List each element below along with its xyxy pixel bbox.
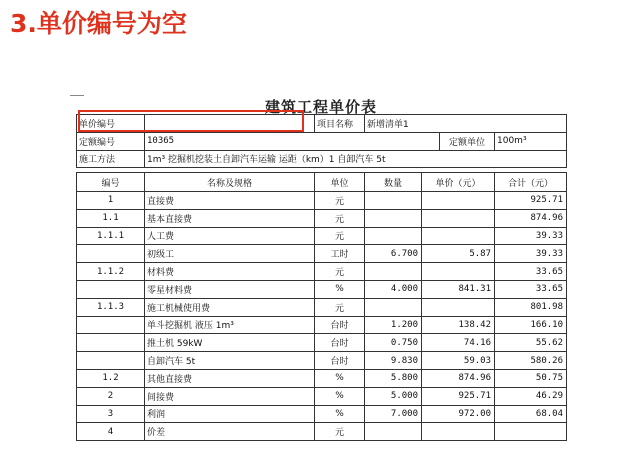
- row-qty: 5.800: [365, 369, 422, 387]
- col-total: 合计（元）: [495, 173, 567, 192]
- row-price: [422, 192, 495, 210]
- row-total: 68.04: [495, 405, 567, 423]
- row-qty: [365, 298, 422, 316]
- table-row: [77, 280, 567, 298]
- row-name: 材料费: [145, 263, 315, 281]
- row-no: 2: [77, 387, 145, 405]
- row-name: 直接费: [145, 192, 315, 210]
- table-row: [77, 387, 567, 405]
- row-unit: 工时: [315, 245, 365, 263]
- row-qty: [365, 423, 422, 441]
- row-qty: [365, 227, 422, 245]
- table-row: [77, 369, 567, 387]
- row-no: [77, 280, 145, 298]
- row-no: 1.1.2: [77, 263, 145, 281]
- row-no: [77, 334, 145, 352]
- row-no: 4: [77, 423, 145, 441]
- row-name: 其他直接费: [145, 369, 315, 387]
- info-row-2: [77, 132, 567, 150]
- table-row: [77, 227, 567, 245]
- row-total: 925.71: [495, 192, 567, 210]
- unit-price-no-label: 单价编号: [77, 115, 145, 133]
- row-name: 间接费: [145, 387, 315, 405]
- row-name: 初级工: [145, 245, 315, 263]
- row-total: 50.75: [495, 369, 567, 387]
- row-qty: 0.750: [365, 334, 422, 352]
- row-price: 972.00: [422, 405, 495, 423]
- row-unit: 台时: [315, 316, 365, 334]
- col-unit: 单位: [315, 173, 365, 192]
- row-total: 39.33: [495, 245, 567, 263]
- row-total: 39.33: [495, 227, 567, 245]
- row-qty: 9.830: [365, 352, 422, 370]
- table-row: [77, 245, 567, 263]
- row-unit: 元: [315, 263, 365, 281]
- highlight-box: [78, 110, 304, 132]
- row-total: [495, 423, 567, 441]
- row-no: 1.1.1: [77, 227, 145, 245]
- cost-table: [76, 172, 567, 441]
- row-total: 801.98: [495, 298, 567, 316]
- row-name: 基本直接费: [145, 209, 315, 227]
- row-total: 55.62: [495, 334, 567, 352]
- quota-unit-label: 定额单位: [440, 132, 495, 150]
- quota-unit-value: 100m³: [495, 132, 567, 150]
- row-total: 874.96: [495, 209, 567, 227]
- row-price: 5.87: [422, 245, 495, 263]
- row-unit: 元: [315, 209, 365, 227]
- slide-heading: 3.单价编号为空: [10, 9, 187, 38]
- info-row-3: [77, 150, 567, 168]
- row-unit: %: [315, 387, 365, 405]
- row-no: 3: [77, 405, 145, 423]
- row-unit: 元: [315, 192, 365, 210]
- table-row: [77, 423, 567, 441]
- table-row: [77, 352, 567, 370]
- project-name-value: 新增清单1: [365, 115, 567, 133]
- table-row: [77, 298, 567, 316]
- row-name: 利润: [145, 405, 315, 423]
- table-row: [77, 209, 567, 227]
- table-row: [77, 334, 567, 352]
- row-no: 1.1.3: [77, 298, 145, 316]
- col-price: 单价（元）: [422, 173, 495, 192]
- row-no: [77, 316, 145, 334]
- row-price: [422, 298, 495, 316]
- row-price: [422, 423, 495, 441]
- row-no: [77, 245, 145, 263]
- row-name: 人工费: [145, 227, 315, 245]
- row-price: 59.03: [422, 352, 495, 370]
- row-qty: 7.000: [365, 405, 422, 423]
- row-price: [422, 263, 495, 281]
- row-qty: 6.700: [365, 245, 422, 263]
- document-title: 建筑工程单价表: [264, 98, 377, 116]
- table-row: [77, 316, 567, 334]
- row-unit: 元: [315, 423, 365, 441]
- table-row: [77, 405, 567, 423]
- row-name: 自卸汽车 5t: [145, 352, 315, 370]
- col-name: 名称及规格: [145, 173, 315, 192]
- row-price: [422, 227, 495, 245]
- method-label: 施工方法: [77, 150, 145, 168]
- table-header: [77, 173, 567, 192]
- quota-no-label: 定额编号: [77, 132, 145, 150]
- row-price: 74.16: [422, 334, 495, 352]
- row-no: 1.1: [77, 209, 145, 227]
- row-total: 580.26: [495, 352, 567, 370]
- row-price: [422, 209, 495, 227]
- row-name: 零星材料费: [145, 280, 315, 298]
- row-unit: %: [315, 369, 365, 387]
- method-value: 1m³ 挖掘机挖装土自卸汽车运输 运距（km）1 自卸汽车 5t: [145, 150, 567, 168]
- row-unit: 元: [315, 227, 365, 245]
- quota-no-value: 10365: [145, 132, 440, 150]
- project-name-label: 项目名称: [315, 115, 365, 133]
- row-total: 33.65: [495, 263, 567, 281]
- row-name: 推土机 59kW: [145, 334, 315, 352]
- row-no: 1.2: [77, 369, 145, 387]
- table-row: [77, 263, 567, 281]
- row-qty: [365, 263, 422, 281]
- row-unit: 台时: [315, 352, 365, 370]
- row-unit: 元: [315, 298, 365, 316]
- row-qty: [365, 192, 422, 210]
- document-page: [76, 86, 566, 449]
- row-qty: 5.000: [365, 387, 422, 405]
- row-no: 1: [77, 192, 145, 210]
- row-qty: [365, 209, 422, 227]
- row-price: 841.31: [422, 280, 495, 298]
- row-unit: %: [315, 405, 365, 423]
- row-price: 874.96: [422, 369, 495, 387]
- row-unit: %: [315, 280, 365, 298]
- row-total: 46.29: [495, 387, 567, 405]
- row-name: 单斗挖掘机 液压 1m³: [145, 316, 315, 334]
- col-no: 编号: [77, 173, 145, 192]
- row-price: 925.71: [422, 387, 495, 405]
- row-total: 33.65: [495, 280, 567, 298]
- row-no: [77, 352, 145, 370]
- row-name: 价差: [145, 423, 315, 441]
- row-qty: 1.200: [365, 316, 422, 334]
- row-total: 166.10: [495, 316, 567, 334]
- row-name: 施工机械使用费: [145, 298, 315, 316]
- row-qty: 4.000: [365, 280, 422, 298]
- row-unit: 台时: [315, 334, 365, 352]
- table-row: [77, 192, 567, 210]
- row-price: 138.42: [422, 316, 495, 334]
- col-qty: 数量: [365, 173, 422, 192]
